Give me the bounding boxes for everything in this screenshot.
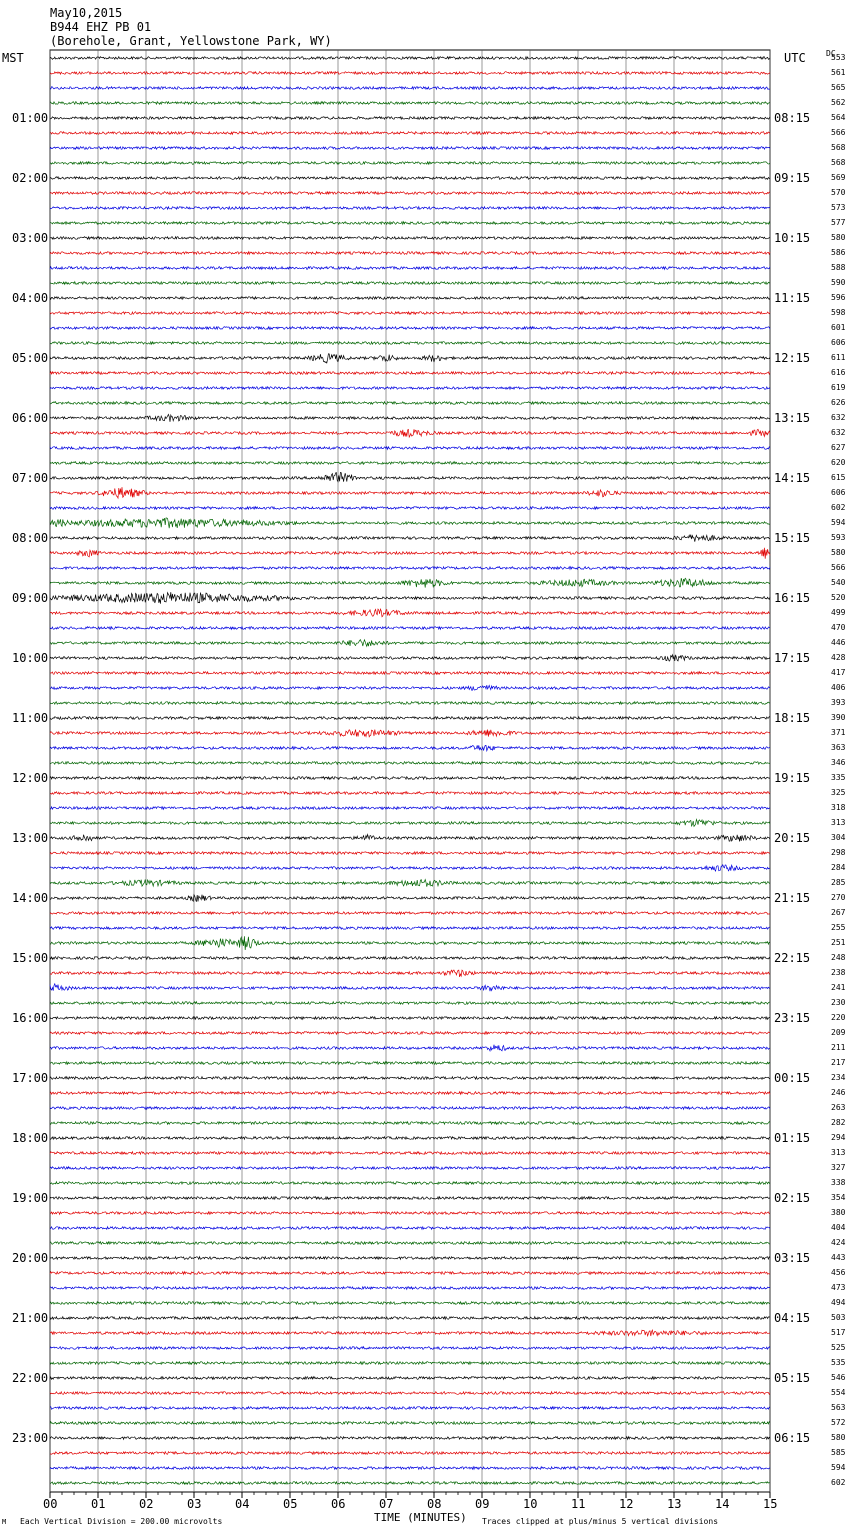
dc-value: 580 bbox=[831, 233, 846, 242]
dc-value: 217 bbox=[831, 1058, 846, 1067]
dc-value: 248 bbox=[831, 953, 846, 962]
dc-value: 570 bbox=[831, 188, 846, 197]
dc-value: 546 bbox=[831, 1373, 846, 1382]
dc-value: 313 bbox=[831, 818, 846, 827]
trace-row-39 bbox=[50, 640, 770, 647]
dc-value: 561 bbox=[831, 68, 846, 77]
utc-hour-label: 09:15 bbox=[774, 171, 811, 185]
mst-hour-label: 06:00 bbox=[12, 411, 49, 425]
mst-hour-label: 16:00 bbox=[12, 1011, 49, 1025]
dc-value: 263 bbox=[831, 1103, 846, 1112]
dc-value: 234 bbox=[831, 1073, 846, 1082]
dc-value: 294 bbox=[831, 1133, 846, 1142]
trace-row-4 bbox=[50, 117, 770, 120]
dc-value: 565 bbox=[831, 83, 846, 92]
dc-value: 593 bbox=[831, 533, 846, 542]
trace-row-29 bbox=[50, 487, 770, 498]
dc-value: 615 bbox=[831, 473, 846, 482]
x-tick-label: 04 bbox=[235, 1497, 250, 1511]
trace-row-77 bbox=[50, 1212, 770, 1215]
trace-row-87 bbox=[50, 1362, 770, 1365]
dc-title: DC bbox=[826, 49, 836, 58]
dc-value: 632 bbox=[831, 413, 846, 422]
trace-row-91 bbox=[50, 1422, 770, 1425]
trace-row-55 bbox=[50, 880, 770, 887]
dc-value: 470 bbox=[831, 623, 846, 632]
trace-row-85 bbox=[50, 1330, 770, 1336]
utc-hour-label: 23:15 bbox=[774, 1011, 811, 1025]
trace-row-63 bbox=[50, 1002, 770, 1005]
trace-row-56 bbox=[50, 895, 770, 902]
trace-row-41 bbox=[50, 672, 770, 675]
mst-hour-label: 19:00 bbox=[12, 1191, 49, 1205]
dc-value: 371 bbox=[831, 728, 846, 737]
trace-row-83 bbox=[50, 1302, 770, 1305]
dc-value: 284 bbox=[831, 863, 846, 872]
dc-value: 554 bbox=[831, 1388, 846, 1397]
trace-row-10 bbox=[50, 207, 770, 210]
dc-value: 564 bbox=[831, 113, 846, 122]
dc-value: 238 bbox=[831, 968, 846, 977]
dc-value: 270 bbox=[831, 893, 846, 902]
mst-hour-label: 07:00 bbox=[12, 471, 49, 485]
trace-row-74 bbox=[50, 1167, 770, 1170]
trace-row-8 bbox=[50, 177, 770, 180]
trace-row-38 bbox=[50, 627, 770, 630]
trace-row-22 bbox=[50, 387, 770, 390]
dc-value: 535 bbox=[831, 1358, 846, 1367]
trace-row-18 bbox=[50, 327, 770, 330]
x-tick-label: 13 bbox=[667, 1497, 682, 1511]
scale-note: Each Vertical Division = 200.00 microvolts bbox=[20, 1517, 223, 1526]
trace-row-15 bbox=[50, 282, 770, 285]
dc-value: 520 bbox=[831, 593, 846, 602]
mst-hour-label: 10:00 bbox=[12, 651, 49, 665]
clip-note: Traces clipped at plus/minus 5 vertical divisions bbox=[482, 1517, 719, 1526]
trace-row-49 bbox=[50, 792, 770, 795]
trace-row-86 bbox=[50, 1347, 770, 1350]
dc-value: 568 bbox=[831, 143, 846, 152]
dc-value: 335 bbox=[831, 773, 846, 782]
trace-row-70 bbox=[50, 1107, 770, 1110]
trace-row-9 bbox=[50, 192, 770, 195]
mst-hour-label: 03:00 bbox=[12, 231, 49, 245]
utc-hour-label: 15:15 bbox=[774, 531, 811, 545]
dc-value: 580 bbox=[831, 1433, 846, 1442]
x-tick-label: 02 bbox=[139, 1497, 154, 1511]
x-tick-label: 00 bbox=[43, 1497, 58, 1511]
trace-row-24 bbox=[50, 414, 770, 421]
dc-value: 627 bbox=[831, 443, 846, 452]
trace-row-37 bbox=[50, 609, 770, 617]
trace-row-53 bbox=[50, 852, 770, 855]
trace-row-40 bbox=[50, 655, 770, 661]
trace-row-66 bbox=[50, 1045, 770, 1051]
trace-row-42 bbox=[50, 685, 770, 690]
dc-value: 588 bbox=[831, 263, 846, 272]
trace-row-19 bbox=[50, 342, 770, 345]
utc-hour-label: 05:15 bbox=[774, 1371, 811, 1385]
dc-value: 606 bbox=[831, 338, 846, 347]
x-tick-label: 15 bbox=[763, 1497, 778, 1511]
trace-row-36 bbox=[50, 592, 770, 604]
trace-row-73 bbox=[50, 1152, 770, 1155]
mst-hour-label: 13:00 bbox=[12, 831, 49, 845]
dc-value: 230 bbox=[831, 998, 846, 1007]
trace-row-69 bbox=[50, 1092, 770, 1095]
trace-row-67 bbox=[50, 1062, 770, 1065]
utc-hour-label: 16:15 bbox=[774, 591, 811, 605]
trace-row-81 bbox=[50, 1272, 770, 1275]
dc-value: 553 bbox=[831, 53, 846, 62]
x-tick-label: 10 bbox=[523, 1497, 538, 1511]
dc-value: 632 bbox=[831, 428, 846, 437]
trace-row-33 bbox=[50, 548, 770, 559]
dc-value: 211 bbox=[831, 1043, 846, 1052]
trace-row-17 bbox=[50, 312, 770, 315]
mst-hour-label: 05:00 bbox=[12, 351, 49, 365]
trace-row-2 bbox=[50, 87, 770, 90]
trace-row-34 bbox=[50, 567, 770, 570]
dc-value: 363 bbox=[831, 743, 846, 752]
trace-row-44 bbox=[50, 717, 770, 720]
dc-value: 417 bbox=[831, 668, 846, 677]
mst-hour-label: 09:00 bbox=[12, 591, 49, 605]
dc-value: 606 bbox=[831, 488, 846, 497]
utc-hour-label: 17:15 bbox=[774, 651, 811, 665]
trace-row-12 bbox=[50, 237, 770, 240]
utc-hour-label: 19:15 bbox=[774, 771, 811, 785]
trace-row-78 bbox=[50, 1227, 770, 1230]
trace-row-23 bbox=[50, 402, 770, 405]
trace-row-50 bbox=[50, 807, 770, 810]
utc-hour-label: 11:15 bbox=[774, 291, 811, 305]
trace-row-76 bbox=[50, 1197, 770, 1200]
dc-value: 241 bbox=[831, 983, 846, 992]
trace-row-20 bbox=[50, 354, 770, 363]
x-axis-label: TIME (MINUTES) bbox=[374, 1511, 467, 1524]
mst-hour-label: 12:00 bbox=[12, 771, 49, 785]
trace-row-1 bbox=[50, 72, 770, 75]
utc-hour-label: 18:15 bbox=[774, 711, 811, 725]
trace-row-62 bbox=[50, 984, 770, 991]
plot-frame bbox=[50, 50, 770, 1492]
mst-hour-label: 04:00 bbox=[12, 291, 49, 305]
trace-row-72 bbox=[50, 1137, 770, 1140]
x-tick-label: 03 bbox=[187, 1497, 202, 1511]
utc-hour-label: 02:15 bbox=[774, 1191, 811, 1205]
trace-row-11 bbox=[50, 222, 770, 225]
dc-value: 446 bbox=[831, 638, 846, 647]
dc-value: 318 bbox=[831, 803, 846, 812]
trace-row-14 bbox=[50, 267, 770, 270]
trace-row-27 bbox=[50, 462, 770, 465]
mst-hour-label: 01:00 bbox=[12, 111, 49, 125]
dc-value: 338 bbox=[831, 1178, 846, 1187]
dc-value: 346 bbox=[831, 758, 846, 767]
dc-value: 566 bbox=[831, 128, 846, 137]
dc-value: 601 bbox=[831, 323, 846, 332]
dc-value: 267 bbox=[831, 908, 846, 917]
dc-value: 251 bbox=[831, 938, 846, 947]
station-code: B944 EHZ PB 01 bbox=[50, 20, 152, 34]
mst-hour-label: 20:00 bbox=[12, 1251, 49, 1265]
dc-value: 424 bbox=[831, 1238, 846, 1247]
trace-row-25 bbox=[50, 429, 770, 437]
trace-row-65 bbox=[50, 1032, 770, 1035]
trace-row-30 bbox=[50, 507, 770, 510]
mst-hour-label: 23:00 bbox=[12, 1431, 49, 1445]
trace-row-13 bbox=[50, 252, 770, 255]
dc-value: 456 bbox=[831, 1268, 846, 1277]
dc-value: 598 bbox=[831, 308, 846, 317]
dc-value: 563 bbox=[831, 1403, 846, 1412]
trace-row-0 bbox=[50, 57, 770, 60]
trace-row-82 bbox=[50, 1287, 770, 1290]
trace-row-58 bbox=[50, 927, 770, 930]
right-axis-title: UTC bbox=[784, 51, 806, 65]
dc-value: 298 bbox=[831, 848, 846, 857]
mst-hour-label: 14:00 bbox=[12, 891, 49, 905]
trace-row-93 bbox=[50, 1452, 770, 1455]
x-tick-label: 12 bbox=[619, 1497, 634, 1511]
trace-row-75 bbox=[50, 1182, 770, 1185]
dc-value: 585 bbox=[831, 1448, 846, 1457]
utc-hour-label: 14:15 bbox=[774, 471, 811, 485]
trace-row-5 bbox=[50, 132, 770, 135]
dc-value: 566 bbox=[831, 563, 846, 572]
dc-value: 313 bbox=[831, 1148, 846, 1157]
dc-value: 594 bbox=[831, 518, 846, 527]
dc-value: 590 bbox=[831, 278, 846, 287]
utc-hour-label: 00:15 bbox=[774, 1071, 811, 1085]
dc-value: 562 bbox=[831, 98, 846, 107]
dc-value: 577 bbox=[831, 218, 846, 227]
x-tick-label: 01 bbox=[91, 1497, 106, 1511]
dc-value: 573 bbox=[831, 203, 846, 212]
trace-row-52 bbox=[50, 835, 770, 842]
dc-value: 572 bbox=[831, 1418, 846, 1427]
trace-row-31 bbox=[50, 518, 770, 528]
corner-mark: M bbox=[2, 1518, 7, 1526]
dc-value: 327 bbox=[831, 1163, 846, 1172]
trace-row-28 bbox=[50, 472, 770, 481]
dc-value: 443 bbox=[831, 1253, 846, 1262]
dc-value: 354 bbox=[831, 1193, 846, 1202]
trace-row-3 bbox=[50, 102, 770, 105]
dc-value: 246 bbox=[831, 1088, 846, 1097]
utc-hour-label: 21:15 bbox=[774, 891, 811, 905]
dc-value: 611 bbox=[831, 353, 846, 362]
x-tick-label: 09 bbox=[475, 1497, 490, 1511]
dc-value: 568 bbox=[831, 158, 846, 167]
x-tick-label: 14 bbox=[715, 1497, 730, 1511]
mst-hour-label: 21:00 bbox=[12, 1311, 49, 1325]
mst-hour-label: 15:00 bbox=[12, 951, 49, 965]
mst-hour-label: 22:00 bbox=[12, 1371, 49, 1385]
mst-hour-label: 08:00 bbox=[12, 531, 49, 545]
utc-hour-label: 01:15 bbox=[774, 1131, 811, 1145]
dc-value: 503 bbox=[831, 1313, 846, 1322]
dc-value: 620 bbox=[831, 458, 846, 467]
trace-row-90 bbox=[50, 1407, 770, 1410]
dc-value: 255 bbox=[831, 923, 846, 932]
dc-value: 390 bbox=[831, 713, 846, 722]
utc-hour-label: 10:15 bbox=[774, 231, 811, 245]
trace-row-43 bbox=[50, 702, 770, 705]
trace-row-94 bbox=[50, 1467, 770, 1470]
dc-value: 304 bbox=[831, 833, 846, 842]
trace-row-16 bbox=[50, 297, 770, 300]
trace-row-89 bbox=[50, 1392, 770, 1395]
dc-value: 602 bbox=[831, 503, 846, 512]
utc-hour-label: 04:15 bbox=[774, 1311, 811, 1325]
dc-value: 428 bbox=[831, 653, 846, 662]
dc-value: 285 bbox=[831, 878, 846, 887]
dc-value: 325 bbox=[831, 788, 846, 797]
dc-value: 580 bbox=[831, 548, 846, 557]
dc-value: 282 bbox=[831, 1118, 846, 1127]
trace-row-95 bbox=[50, 1482, 770, 1485]
mst-hour-label: 11:00 bbox=[12, 711, 49, 725]
utc-hour-label: 22:15 bbox=[774, 951, 811, 965]
mst-hour-label: 17:00 bbox=[12, 1071, 49, 1085]
dc-value: 619 bbox=[831, 383, 846, 392]
trace-row-60 bbox=[50, 957, 770, 960]
dc-value: 499 bbox=[831, 608, 846, 617]
utc-hour-label: 03:15 bbox=[774, 1251, 811, 1265]
utc-hour-label: 08:15 bbox=[774, 111, 811, 125]
dc-value: 220 bbox=[831, 1013, 846, 1022]
trace-row-21 bbox=[50, 372, 770, 375]
trace-row-47 bbox=[50, 762, 770, 765]
dc-value: 517 bbox=[831, 1328, 846, 1337]
dc-value: 406 bbox=[831, 683, 846, 692]
trace-row-84 bbox=[50, 1317, 770, 1320]
trace-row-35 bbox=[50, 578, 770, 588]
utc-hour-label: 06:15 bbox=[774, 1431, 811, 1445]
trace-row-79 bbox=[50, 1242, 770, 1245]
dc-value: 393 bbox=[831, 698, 846, 707]
trace-row-48 bbox=[50, 777, 770, 780]
dc-value: 380 bbox=[831, 1208, 846, 1217]
trace-row-64 bbox=[50, 1017, 770, 1020]
trace-row-45 bbox=[50, 730, 770, 737]
x-tick-label: 07 bbox=[379, 1497, 394, 1511]
trace-row-68 bbox=[50, 1077, 770, 1080]
dc-value: 594 bbox=[831, 1463, 846, 1472]
utc-hour-label: 13:15 bbox=[774, 411, 811, 425]
trace-row-32 bbox=[50, 535, 770, 542]
mst-hour-label: 02:00 bbox=[12, 171, 49, 185]
trace-row-54 bbox=[50, 865, 770, 871]
mst-hour-label: 18:00 bbox=[12, 1131, 49, 1145]
x-tick-label: 11 bbox=[571, 1497, 586, 1511]
dc-value: 569 bbox=[831, 173, 846, 182]
trace-row-6 bbox=[50, 147, 770, 150]
dc-value: 586 bbox=[831, 248, 846, 257]
trace-row-88 bbox=[50, 1377, 770, 1380]
trace-row-46 bbox=[50, 745, 770, 751]
dc-value: 473 bbox=[831, 1283, 846, 1292]
dc-value: 602 bbox=[831, 1478, 846, 1487]
station-location: (Borehole, Grant, Yellowstone Park, WY) bbox=[50, 34, 332, 48]
dc-value: 525 bbox=[831, 1343, 846, 1352]
dc-value: 596 bbox=[831, 293, 846, 302]
trace-row-7 bbox=[50, 162, 770, 165]
x-tick-label: 05 bbox=[283, 1497, 298, 1511]
dc-value: 494 bbox=[831, 1298, 846, 1307]
utc-hour-label: 12:15 bbox=[774, 351, 811, 365]
trace-row-26 bbox=[50, 447, 770, 450]
dc-value: 616 bbox=[831, 368, 846, 377]
trace-row-57 bbox=[50, 912, 770, 915]
left-axis-title: MST bbox=[2, 51, 24, 65]
trace-row-92 bbox=[50, 1437, 770, 1440]
x-tick-label: 08 bbox=[427, 1497, 442, 1511]
trace-row-71 bbox=[50, 1122, 770, 1125]
dc-value: 540 bbox=[831, 578, 846, 587]
trace-row-51 bbox=[50, 819, 770, 826]
trace-row-61 bbox=[50, 970, 770, 977]
chart-date: May10,2015 bbox=[50, 6, 123, 20]
dc-value: 626 bbox=[831, 398, 846, 407]
utc-hour-label: 20:15 bbox=[774, 831, 811, 845]
dc-value: 209 bbox=[831, 1028, 846, 1037]
trace-row-59 bbox=[50, 936, 770, 950]
trace-row-80 bbox=[50, 1257, 770, 1260]
dc-value: 404 bbox=[831, 1223, 846, 1232]
x-tick-label: 06 bbox=[331, 1497, 346, 1511]
